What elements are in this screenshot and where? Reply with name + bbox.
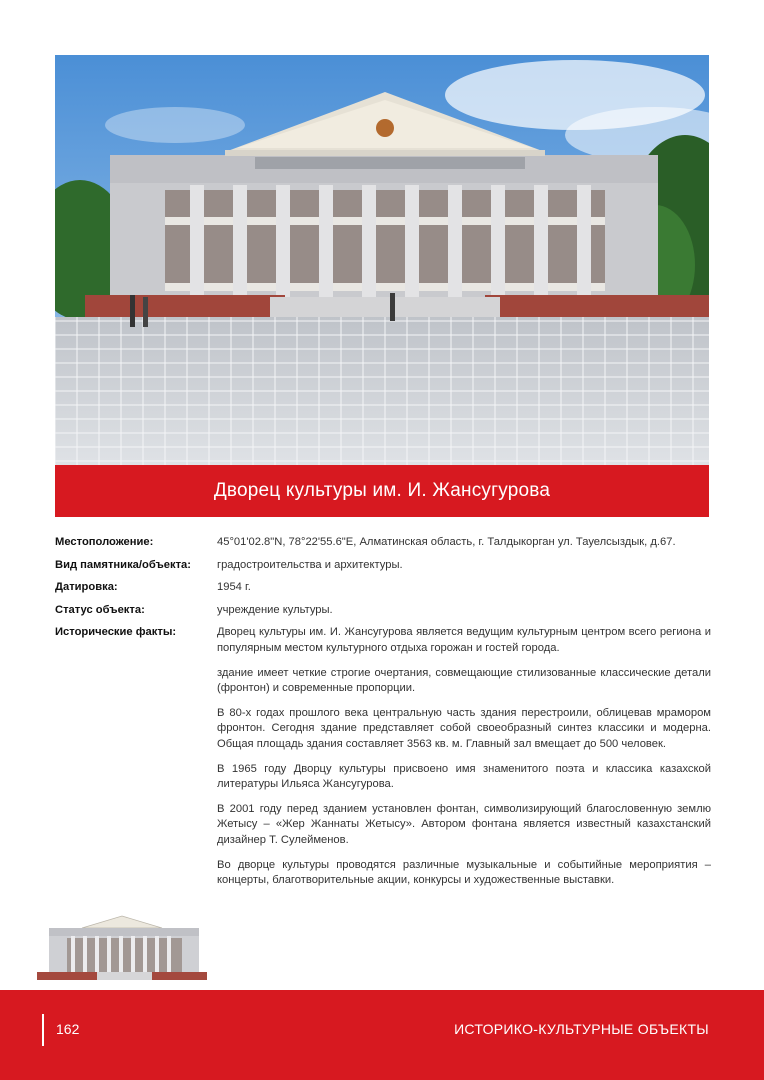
page-number: 162 — [56, 1021, 80, 1037]
info-row-status — [55, 603, 711, 619]
building-thumbnail — [37, 912, 207, 982]
title-banner — [55, 465, 709, 517]
info-label: Статус объекта: — [55, 603, 145, 616]
footer-divider — [42, 1014, 44, 1046]
info-label: Датировка: — [55, 581, 118, 594]
info-label: Местоположение: — [55, 536, 154, 548]
info-section — [55, 535, 711, 905]
info-label: Вид памятника/объекта: — [55, 558, 191, 571]
fact-paragraph: Во дворце культуры проводятся различные музыкальные и событийные мероприятия – концерты, благотворительные акции, конкурсы и художественные выставки. — [217, 858, 711, 887]
info-row-date — [55, 580, 711, 596]
info-value: 45°01'02.8"N, 78°22'55.6"E, Алматинская область, г. Талдыкорган ул. Тауелсыздык, д.67. — [217, 536, 676, 548]
page-title: Дворец культуры им. И. Жансугурова — [213, 480, 551, 501]
info-value: учреждение культуры. — [217, 603, 333, 616]
info-value: градостроительства и архитектуры. — [217, 558, 403, 571]
info-value: 1954 г. — [217, 581, 251, 594]
footer — [0, 990, 764, 1080]
main-photo — [55, 55, 709, 465]
info-row-facts — [55, 625, 711, 897]
fact-paragraph: В 1965 году Дворцу культуры присвоено имя знаменитого поэта и классика казахской литературы Ильяса Жансугурова. — [217, 762, 711, 791]
fact-paragraph: здание имеет четкие строгие очертания, совмещающие стилизованные классические детали (фронтон) и современные пропорции. — [217, 666, 711, 695]
info-label: Исторические факты: — [55, 626, 177, 639]
section-title: ИСТОРИКО-КУЛЬТУРНЫЕ ОБЪЕКТЫ — [454, 1021, 709, 1037]
fact-paragraph: Дворец культуры им. И. Жансугурова является ведущим культурным центром всего региона и популярным местом культурного отдыха горожан и гостей города. — [217, 626, 711, 654]
fact-paragraph: В 80-х годах прошлого века центральную часть здания перестроили, облицевав мрамором фронтон. Сегодня здание представляет собой своеобразный синтез классики и модерна. Общая площадь здания составляет 3563 кв. м. Главный зал вмещает до 500 человек. — [217, 706, 711, 750]
fact-paragraph: В 2001 году перед зданием установлен фонтан, символизирующий благословенную землю Жетысу – «Жер Жаннаты Жетысу». Автором фонтана является известный казахстанский дизайнер Т. Сулейменов. — [217, 802, 711, 846]
facts-text — [217, 625, 711, 897]
info-row-type — [55, 558, 711, 574]
info-row-location — [55, 535, 711, 551]
